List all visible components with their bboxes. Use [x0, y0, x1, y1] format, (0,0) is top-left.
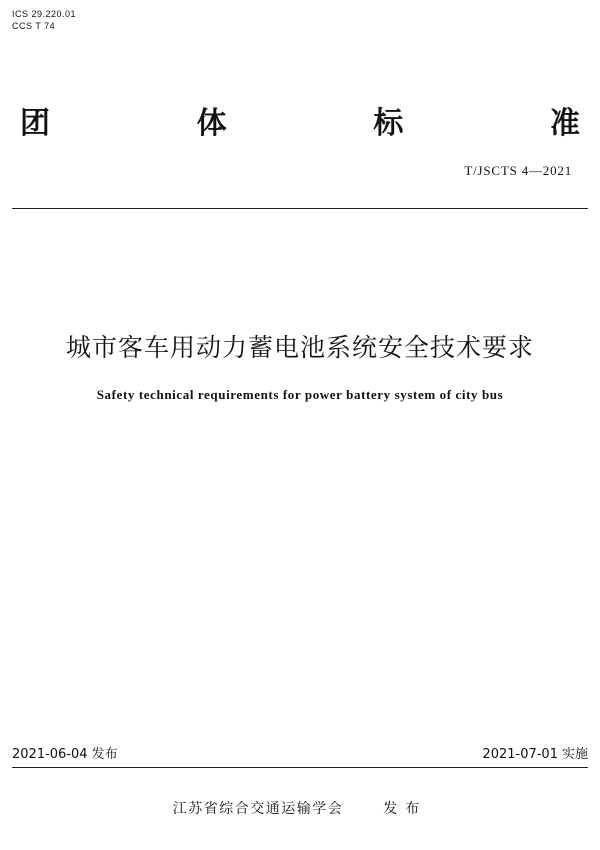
ics-code: ICS 29.220.01 — [12, 9, 77, 19]
publish-date-line — [12, 743, 118, 762]
title-english: Safety technical requirements for power battery system of city bus — [96, 387, 504, 402]
publish-date: 2021-06-04 — [12, 747, 88, 762]
standard-type-char: 标 — [373, 106, 404, 141]
issuer-line — [0, 798, 600, 818]
standard-type-heading — [20, 100, 580, 140]
implement-date-line — [482, 743, 588, 762]
classification-codes — [12, 8, 76, 32]
standard-type-char: 准 — [549, 106, 580, 141]
standard-type-char: 体 — [196, 106, 227, 141]
standard-type-char: 团 — [20, 106, 50, 141]
issuer-action: 发布 — [383, 801, 428, 817]
implement-label: 实施 — [561, 747, 588, 762]
issuer-organization: 江苏省综合交通运输学会 — [172, 801, 344, 817]
standard-number: T/JSCTS 4—2021 — [464, 163, 572, 178]
title-chinese: 城市客车用动力蓄电池系统安全技术要求 — [65, 333, 534, 362]
implement-date: 2021-07-01 — [482, 747, 558, 762]
publish-label: 发布 — [91, 747, 118, 762]
ccs-code: CCS T 74 — [12, 21, 56, 31]
bottom-divider — [12, 767, 588, 768]
top-divider — [12, 208, 588, 209]
